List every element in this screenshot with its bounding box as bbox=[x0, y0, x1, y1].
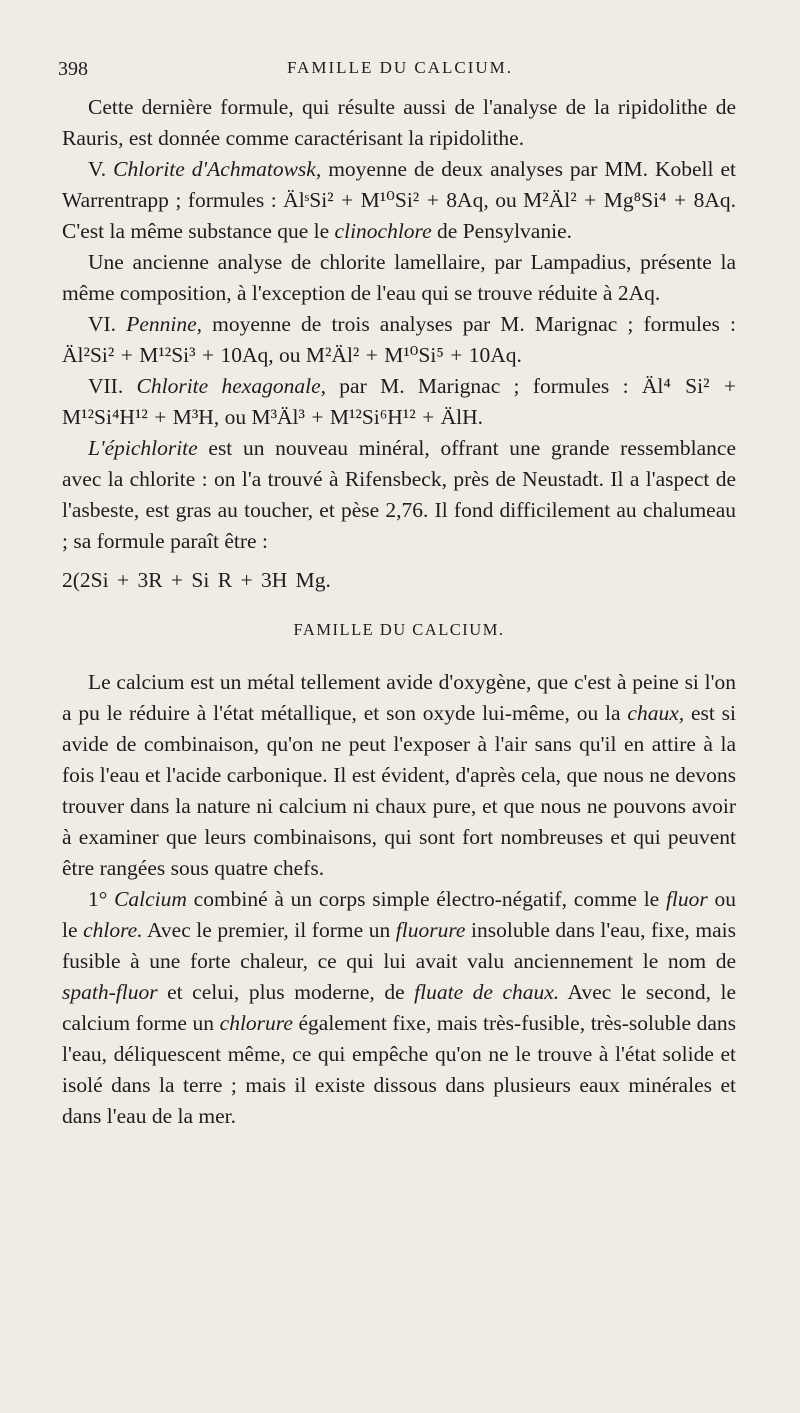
segment-formula: M²Äl² + M¹⁰Si⁵ + 10Aq. bbox=[305, 343, 522, 367]
segment-term: fluor bbox=[665, 887, 708, 911]
segment-text: Cette dernière formule, qui résulte aussi de l'analyse de la ripidolithe de Rauris, est donnée comme caractérisant la ripidolithe. bbox=[62, 95, 736, 150]
segment-text: Avec le second, le calcium forme un bbox=[62, 980, 736, 1035]
segment-label: VI. bbox=[88, 312, 127, 336]
segment-text: est un nouveau minéral, offrant une grande ressemblance avec la chlorite : on l'a trouvé à Rifensbeck, près de Neustadt. Il a l'aspect de l'asbeste, est gras au toucher, et pèse 2,76. Il fond difficilement au chalumeau ; sa formule paraît être : bbox=[62, 436, 736, 553]
segment-label: 1° bbox=[88, 887, 115, 911]
segment-term: fluorure bbox=[395, 918, 466, 942]
segment-term: chaux, bbox=[627, 701, 685, 725]
segment-term: L' bbox=[88, 436, 105, 460]
segment-text: est si avide de combinaison, qu'on ne peut l'exposer à l'air sans qu'il en attire à la fois l'eau et l'acide carbonique. Il est évident, d'après cela, que nous ne devons trouver dans la nature ni calcium ni chaux pure, et que nous ne pouvons avoir à examiner que leurs combinaisons, qui sont fort nombreuses et qui peuvent être rangées sous quatre chefs. bbox=[62, 701, 736, 880]
paragraph-p2 bbox=[62, 154, 736, 247]
segment-text: ou bbox=[273, 343, 306, 367]
segment-label: VII. bbox=[88, 374, 137, 398]
epichlorite-formula bbox=[62, 565, 736, 596]
running-title: FAMILLE DU CALCIUM. bbox=[286, 58, 514, 77]
page-number: 398 bbox=[58, 58, 88, 80]
running-head bbox=[58, 58, 742, 84]
segment-text: combiné à un corps simple électro-négatif, comme le bbox=[186, 887, 666, 911]
paragraph-p5 bbox=[62, 371, 736, 433]
segment-term: chlorure bbox=[219, 1011, 293, 1035]
paragraphs-before bbox=[62, 92, 736, 557]
segment-text: ou bbox=[488, 188, 524, 212]
paragraph-p4 bbox=[62, 309, 736, 371]
segment-term: chlore. bbox=[83, 918, 143, 942]
segment-formula: ÄlˢSi² + M¹⁰Si² + 8Aq, bbox=[283, 188, 489, 212]
segment-text: et celui, plus moderne, de bbox=[157, 980, 415, 1004]
paragraph-p6 bbox=[62, 433, 736, 557]
segment-text: moyenne de deux analyses par MM. Kobell et Warrentrapp ; formules : bbox=[62, 157, 737, 212]
segment-text: insoluble dans l'eau, fixe, mais fusible à une forte chaleur, ce qui lui avait valu anciennement le nom de bbox=[62, 918, 736, 973]
segment-text: de Pensylvanie. bbox=[431, 219, 572, 243]
formula-text: 2(2Si + 3R + Si R + 3H Mg. bbox=[62, 568, 331, 592]
segment-text: moyenne de trois analyses par M. Marignac ; formules : bbox=[202, 312, 737, 336]
paragraphs-after bbox=[62, 667, 736, 1132]
segment-formula: 2Aq. bbox=[617, 281, 661, 305]
section-heading: FAMILLE DU CALCIUM. bbox=[293, 620, 505, 639]
segment-formula: Äl⁴ Si² + M¹²Si⁴H¹² + M³H, bbox=[62, 374, 736, 429]
segment-term: épichlorite bbox=[104, 436, 198, 460]
segment-formula: Äl²Si² + M¹²Si³ + 10Aq, bbox=[62, 343, 274, 367]
segment-text: également fixe, mais très-fusible, très-soluble dans l'eau, déliquescent même, ce qui empêche qu'on ne le trouve à l'état solide et isolé dans la terre ; mais il existe dissous dans plusieurs eaux minérales et dans l'eau de la mer. bbox=[62, 1011, 736, 1128]
segment-text: Le calcium est un métal tellement avide d'oxygène, que c'est à peine si l'on a pu le réduire à l'état métallique, et son oxyde lui-même, ou la bbox=[62, 670, 736, 725]
segment-term: spath-fluor bbox=[62, 980, 158, 1004]
segment-text: ou bbox=[219, 405, 252, 429]
segment-text: Une ancienne analyse de chlorite lamellaire, par Lampadius, présente la même composition, à l'exception de l'eau qui se trouve réduite à bbox=[62, 250, 736, 305]
segment-term: clinochlore bbox=[334, 219, 432, 243]
segment-formula: M³Äl³ + M¹²Si⁶H¹² + ÄlH. bbox=[251, 405, 483, 429]
segment-term: Pennine, bbox=[126, 312, 203, 336]
segment-term: Calcium bbox=[114, 887, 187, 911]
paragraph-p8 bbox=[62, 884, 736, 1132]
segment-formula: M²Äl² + Mg⁸Si⁴ + 8Aq. bbox=[523, 188, 737, 212]
paragraph-p7 bbox=[62, 667, 736, 884]
segment-term: fluate de chaux. bbox=[414, 980, 560, 1004]
segment-label: V. bbox=[88, 157, 114, 181]
segment-term: Chlorite d'Achmatowsk, bbox=[113, 157, 322, 181]
segment-text: Avec le premier, il forme un bbox=[142, 918, 396, 942]
segment-text: par M. Marignac ; formules : bbox=[326, 374, 642, 398]
paragraph-p1 bbox=[62, 92, 736, 154]
segment-text: ou le bbox=[62, 887, 737, 942]
paragraph-p3 bbox=[62, 247, 736, 309]
segment-term: Chlorite hexagonale, bbox=[136, 374, 326, 398]
segment-text: C'est la même substance que le bbox=[62, 219, 335, 243]
body-text bbox=[62, 92, 736, 1132]
